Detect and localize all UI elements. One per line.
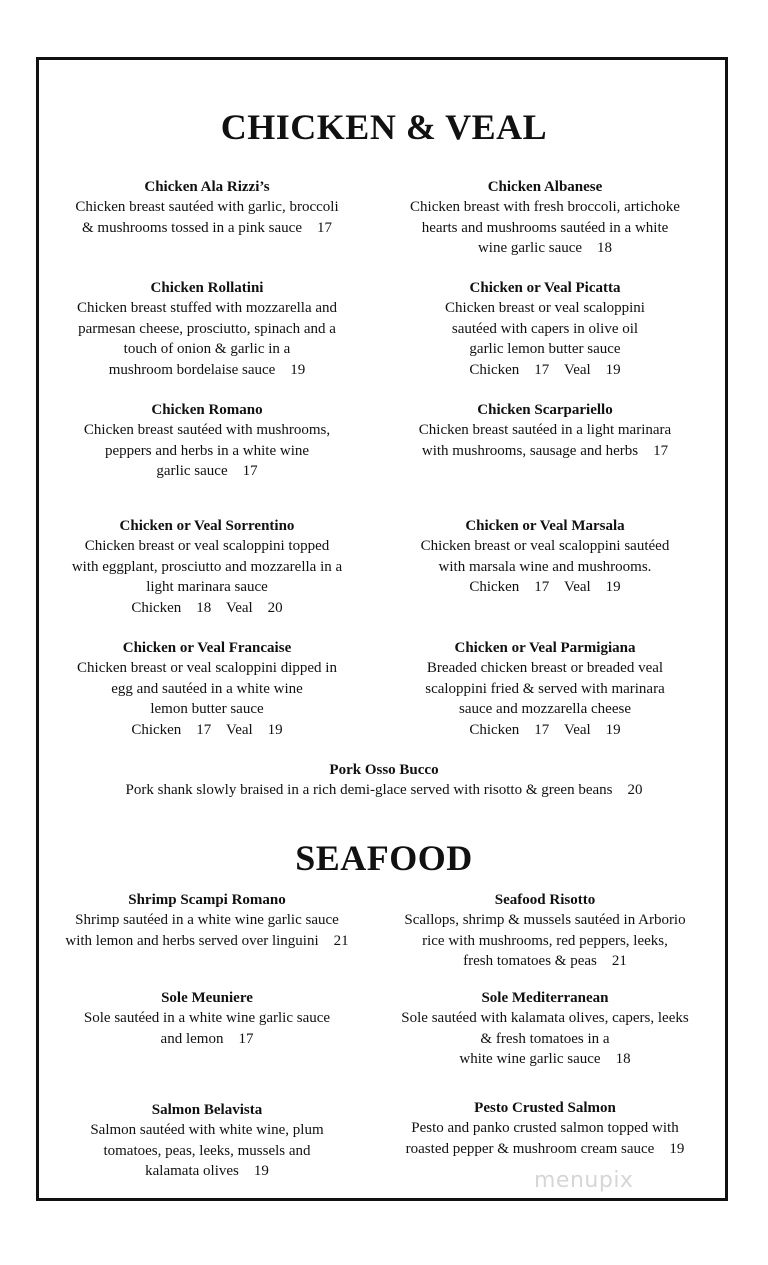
item-desc-line: Chicken breast stuffed with mozzarella and (76, 300, 338, 317)
item-desc-line: with lemon and herbs served over linguini 21 (65, 932, 349, 949)
menu-item-chicken-ala-rizzis (48, 177, 366, 238)
item-desc-line: kalamata olives 19 (145, 1163, 269, 1180)
item-name: Pesto Crusted Salmon (474, 1100, 616, 1116)
item-desc-line: egg and sautéed in a white wine (111, 680, 303, 697)
menu-item-chicken-albanese (372, 177, 718, 259)
item-desc-line: Chicken breast or veal scaloppini topped (84, 538, 330, 555)
item-desc-line: peppers and herbs in a white wine (104, 442, 310, 459)
menu-item-pork-osso-bucco (40, 760, 728, 801)
item-desc-line: Chicken 18 Veal 20 (131, 599, 283, 616)
item-desc-line: Shrimp sautéed in a white wine garlic sauce (75, 912, 339, 929)
item-name: Chicken Ala Rizzi’s (144, 179, 270, 195)
item-desc-line: Chicken breast sautéed in a light marinara (418, 422, 672, 439)
item-desc-line: sauce and mozzarella cheese (459, 701, 631, 718)
item-desc-line: Chicken 17 Veal 19 (469, 579, 621, 596)
item-desc-line: Chicken 17 Veal 19 (469, 721, 621, 738)
item-desc-line: fresh tomatoes & peas 21 (463, 953, 627, 970)
item-desc-line: Chicken 17 Veal 19 (131, 721, 283, 738)
item-name: Chicken or Veal Sorrentino (119, 518, 295, 534)
menu-item-chicken-or-veal-picatta (372, 278, 718, 380)
item-desc-line: light marinara sauce (146, 579, 268, 596)
item-name: Sole Mediterranean (481, 990, 609, 1006)
item-name: Seafood Risotto (494, 892, 596, 908)
item-name: Pork Osso Bucco (329, 762, 439, 778)
menu-item-chicken-romano (48, 400, 366, 482)
item-desc-line: wine garlic sauce 18 (477, 240, 613, 257)
item-desc-line: garlic lemon butter sauce (469, 341, 621, 358)
section-title-seafood: SEAFOOD (295, 838, 473, 878)
item-desc-line: & fresh tomatoes in a (480, 1030, 610, 1047)
menu-item-chicken-or-veal-marsala (372, 516, 718, 598)
item-name: Chicken or Veal Parmigiana (454, 640, 636, 656)
item-desc-line: Chicken breast or veal scaloppini dipped in (77, 660, 337, 677)
menu-item-chicken-rollatini (48, 278, 366, 380)
item-desc-line: Sole sautéed with kalamata olives, capers, leeks (401, 1010, 689, 1027)
item-desc-line: sautéed with capers in olive oil (451, 320, 639, 337)
item-desc-line: with mushrooms, sausage and herbs 17 (421, 442, 669, 459)
menu-item-salmon-belavista (48, 1100, 366, 1182)
menu-item-chicken-scarpariello (372, 400, 718, 461)
item-name: Chicken or Veal Francaise (122, 640, 292, 656)
item-desc-line: Pork shank slowly braised in a rich demi-glace served with risotto & green beans 20 (125, 782, 643, 799)
item-desc-line: scaloppini fried & served with marinara (425, 680, 665, 697)
item-name: Salmon Belavista (151, 1102, 263, 1118)
item-desc-line: roasted pepper & mushroom cream sauce 19 (405, 1140, 685, 1157)
menu-item-chicken-or-veal-parmigiana (372, 638, 718, 740)
item-name: Chicken Romano (151, 402, 263, 418)
item-desc-line: rice with mushrooms, red peppers, leeks, (422, 932, 668, 949)
item-name: Chicken Scarpariello (477, 402, 613, 418)
item-name: Chicken or Veal Picatta (469, 280, 621, 296)
item-name: Sole Meuniere (161, 990, 253, 1006)
item-desc-line: tomatoes, peas, leeks, mussels and (103, 1142, 311, 1159)
item-name: Chicken Rollatini (150, 280, 264, 296)
item-desc-line: touch of onion & garlic in a (123, 341, 291, 358)
item-desc-line: white wine garlic sauce 18 (459, 1051, 631, 1068)
menu-item-shrimp-scampi-romano (48, 890, 366, 951)
menu-item-chicken-or-veal-sorrentino (48, 516, 366, 618)
item-desc-line: garlic sauce 17 (156, 463, 258, 480)
item-desc-line: Chicken breast sautéed with garlic, broccoli (75, 199, 339, 216)
item-desc-line: Chicken 17 Veal 19 (469, 361, 621, 378)
item-name: Chicken or Veal Marsala (465, 518, 625, 534)
item-desc-line: and lemon 17 (160, 1030, 254, 1047)
item-desc-line: Breaded chicken breast or breaded veal (426, 660, 664, 677)
item-desc-line: hearts and mushrooms sautéed in a white (421, 219, 669, 236)
item-desc-line: parmesan cheese, prosciutto, spinach and a (78, 320, 336, 337)
item-desc-line: Salmon sautéed with white wine, plum (90, 1122, 324, 1139)
item-desc-line: Pesto and panko crusted salmon topped with (411, 1120, 679, 1137)
item-desc-line: Chicken breast sautéed with mushrooms, (83, 422, 331, 439)
item-desc-line: Chicken breast or veal scaloppini sautéed (420, 538, 670, 555)
item-name: Chicken Albanese (487, 179, 603, 195)
menu-item-sole-meuniere (48, 988, 366, 1049)
item-desc-line: & mushrooms tossed in a pink sauce 17 (82, 219, 332, 236)
menu-item-chicken-or-veal-francaise (48, 638, 366, 740)
item-desc-line: Chicken breast with fresh broccoli, artichoke (410, 199, 680, 216)
item-desc-line: lemon butter sauce (150, 701, 264, 718)
item-desc-line: with marsala wine and mushrooms. (438, 558, 652, 575)
item-desc-line: Sole sautéed in a white wine garlic sauce (83, 1010, 331, 1027)
menu-item-sole-mediterranean (372, 988, 718, 1070)
item-desc-line: Chicken breast or veal scaloppini (445, 300, 645, 317)
watermark-logo: menupix (534, 1168, 634, 1193)
item-desc-line: mushroom bordelaise sauce 19 (108, 361, 306, 378)
menu-item-seafood-risotto (372, 890, 718, 972)
item-desc-line: Scallops, shrimp & mussels sautéed in Arborio (404, 912, 686, 929)
item-desc-line: with eggplant, prosciutto and mozzarella in a (71, 558, 343, 575)
section-title-chicken-veal: CHICKEN & VEAL (220, 107, 548, 147)
item-name: Shrimp Scampi Romano (128, 892, 286, 908)
menu-item-pesto-crusted-salmon (372, 1098, 718, 1159)
